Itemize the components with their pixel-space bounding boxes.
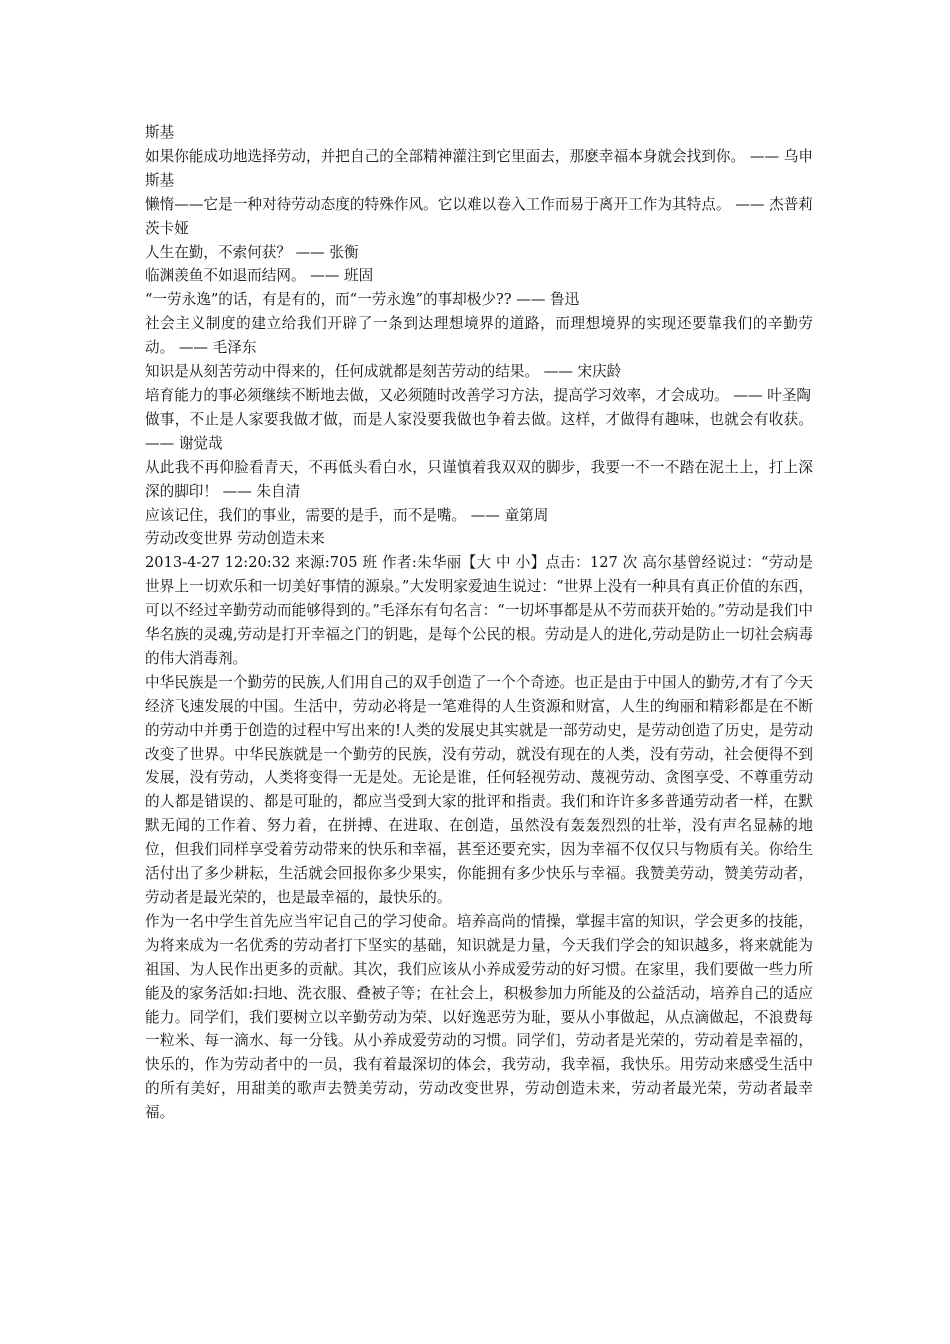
quote-xie-juezai: 做事，不止是人家要我做才做，而是人家没要我做也争着去做。这样，才做得有趣味，也就会有收获。 —— 谢觉哉	[145, 410, 813, 452]
article-paragraph-2: 中华民族是一个勤劳的民族,人们用自己的双手创造了一个个奇迹。也正是由于中国人的勤劳,才有了今天经济飞速发展的中国。生活中，劳动必将是一笔难得的人生资源和财富，人生的绚丽和精彩都是在不断的劳动中并勇于创造的过程中写出来的!人类的发展史其实就是一部劳动史，是劳动创造了历史，是劳动改变了世界。中华民族就是一个勤劳的民族，没有劳动，就没有现在的人类，没有劳动，社会便得不到发展，没有劳动，人类将变得一无是处。无论是谁，任何轻视劳动、蔑视劳动、贪图享受、不尊重劳动的人都是错误的、都是可耻的，都应当受到大家的批评和指责。我们和许许多多普通劳动者一样，在默默无闻的工作着、努力着，在拼搏、在进取、在创造，虽然没有轰轰烈烈的壮举，没有声名显赫的地位，但我们同样享受着劳动带来的快乐和幸福，甚至还要充实，因为幸福不仅仅只与物质有关。你给生活付出了多少耕耘，生活就会回报你多少果实，你能拥有多少快乐与幸福。我赞美劳动，赞美劳动者，劳动者是最光荣的，也是最幸福的，最快乐的。	[145, 673, 813, 906]
quote-mao-zedong: 社会主义制度的建立给我们开辟了一条到达理想境界的道路，而理想境界的实现还要靠我们的辛勤劳动。 —— 毛泽东	[145, 315, 813, 357]
quote-tong-dizhou: 应该记住，我们的事业，需要的是手，而不是嘴。 —— 童第周	[145, 506, 549, 524]
quote-ban-gu: 临渊羡鱼不如退而结网。 —— 班固	[145, 267, 374, 285]
quote-zhang-heng: 人生在勤，不索何获？ —— 张衡	[145, 243, 359, 261]
quote-zhu-ziqing: 从此我不再仰脸看青天，不再低头看白水，只谨慎着我双双的脚步，我要一不一不踏在泥土上，打上深深的脚印！ —— 朱自清	[145, 458, 813, 500]
quote-lu-xun: “一劳永逸”的话，有是有的，而“一劳永逸”的事却极少?? —— 鲁迅	[145, 291, 580, 309]
text-line-continuation: 斯基	[145, 124, 175, 141]
document-body	[145, 121, 813, 1125]
quote-ushinsky: 如果你能成功地选择劳动，并把自己的全部精神灌注到它里面去，那麽幸福本身就会找到你。 —— 乌申斯基	[145, 147, 813, 189]
article-title: 劳动改变世界 劳动创造未来	[145, 530, 325, 548]
article-paragraph-1: 2013-4-27 12:20:32 来源:705 班 作者:朱华丽【大 中 小】点击：127 次 高尔基曾经说过：“劳动是世界上一切欢乐和一切美好事情的源泉。”大发明家爱迪生说过：“世界上没有一种具有真正价值的东西，可以不经过辛勤劳动而能够得到的。”毛泽东有句名言：“一切坏事都是从不劳而获开始的。”劳动是我们中华名族的灵魂,劳动是打开幸福之门的钥匙，是每个公民的根。劳动是人的进化,劳动是防止一切社会病毒的伟大消毒剂。	[145, 554, 813, 667]
quote-song-qingling: 知识是从刻苦劳动中得来的，任何成就都是刻苦劳动的结果。 —— 宋庆龄	[145, 363, 622, 381]
quote-ye-shengtao: 培育能力的事必须继续不断地去做，又必须随时改善学习方法，提高学习效率，才会成功。 —— 叶圣陶	[145, 386, 812, 404]
quote-laziness: 懒惰——它是一种对待劳动态度的特殊作风。它以难以卷入工作而易于离开工作为其特点。 —— 杰普莉茨卡娅	[145, 195, 813, 237]
article-paragraph-3: 作为一名中学生首先应当牢记自己的学习使命。培养高尚的情操，掌握丰富的知识，学会更多的技能，为将来成为一名优秀的劳动者打下坚实的基础，知识就是力量，今天我们学会的知识越多，将来就能为祖国、为人民作出更多的贡献。其次，我们应该从小养成爱劳动的好习惯。在家里，我们要做一些力所能及的家务活如:扫地、洗衣服、叠被子等；在社会上，积极参加力所能及的公益活动，培养自己的适应能力。同学们，我们要树立以辛勤劳动为荣、以好逸恶劳为耻，要从小事做起，从点滴做起，不浪费每一粒米、每一滴水、每一分钱。从小养成爱劳动的习惯。同学们，劳动者是光荣的，劳动着是幸福的，快乐的，作为劳动者中的一员，我有着最深切的体会，我劳动，我幸福，我快乐。用劳动来感受生活中的所有美好，用甜美的歌声去赞美劳动，劳动改变世界，劳动创造未来，劳动者最光荣，劳动者最幸福。	[145, 912, 813, 1122]
